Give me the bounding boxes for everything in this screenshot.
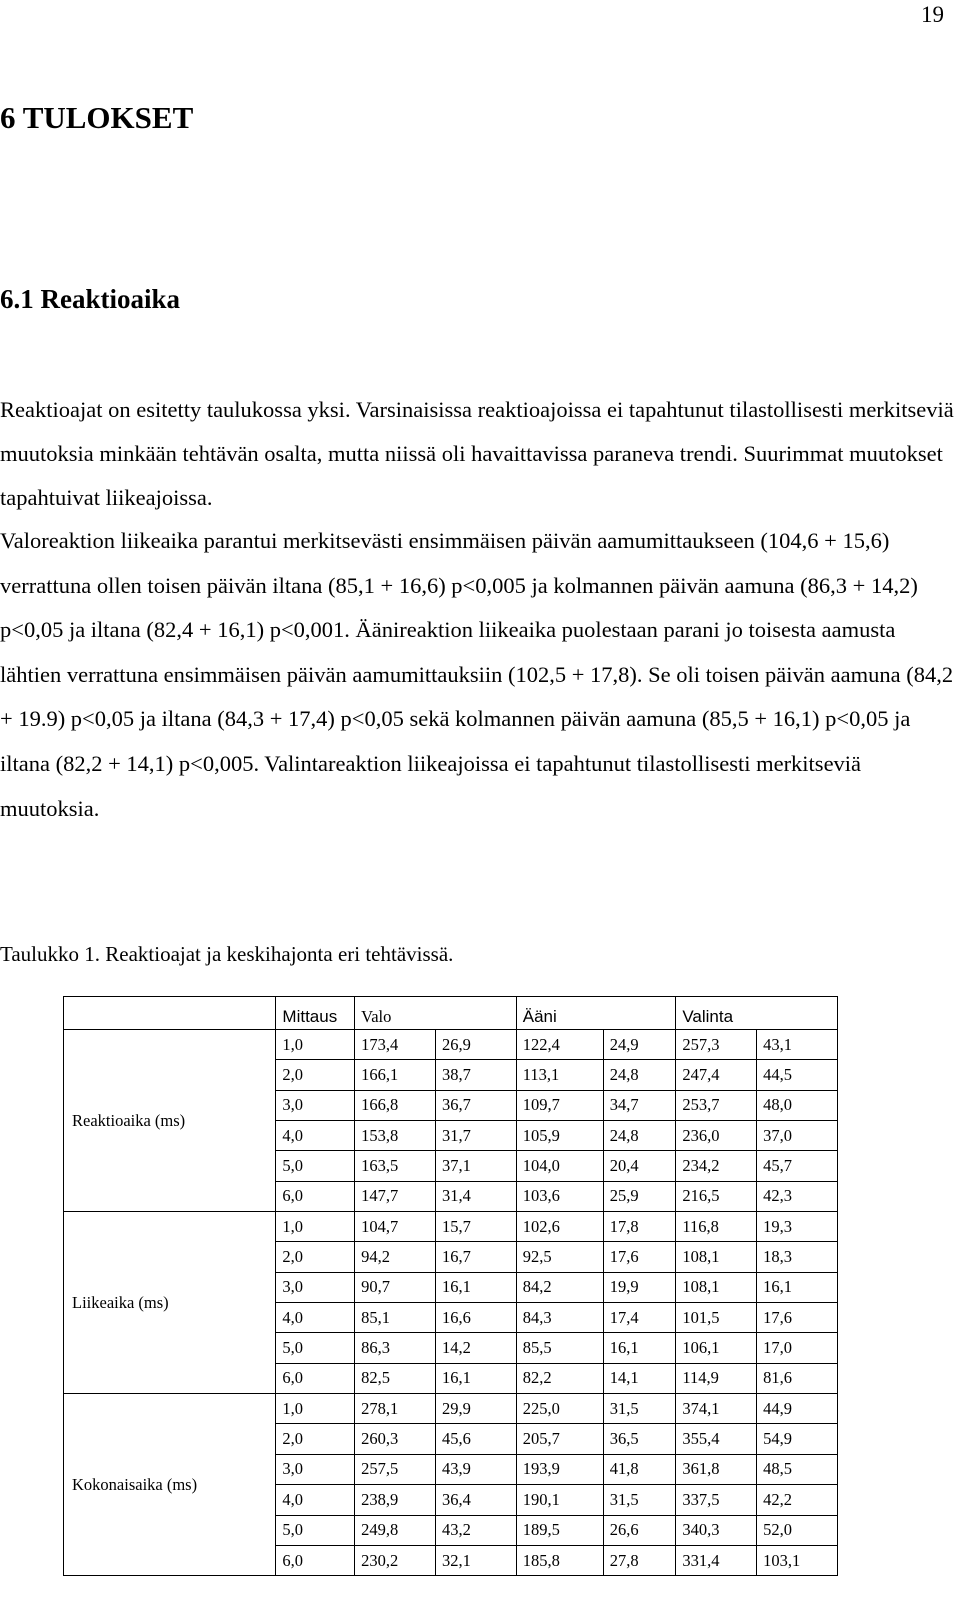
cell-light-mean: 230,2: [355, 1545, 436, 1575]
cell-light-sd: 45,6: [435, 1424, 516, 1454]
cell-light-mean: 166,1: [355, 1060, 436, 1090]
cell-light-sd: 43,9: [435, 1454, 516, 1484]
cell-light-sd: 16,6: [435, 1303, 516, 1333]
table-row: [64, 1394, 838, 1424]
cell-light-mean: 153,8: [355, 1121, 436, 1151]
cell-choice-sd: 17,6: [757, 1303, 838, 1333]
cell-sound-sd: 27,8: [603, 1545, 676, 1575]
cell-sound-sd: 24,8: [603, 1060, 676, 1090]
cell-choice-sd: 52,0: [757, 1515, 838, 1545]
cell-choice-sd: 103,1: [757, 1545, 838, 1575]
cell-choice-mean: 106,1: [676, 1333, 757, 1363]
cell-choice-mean: 114,9: [676, 1363, 757, 1393]
cell-sound-mean: 193,9: [516, 1454, 603, 1484]
cell-sound-mean: 103,6: [516, 1181, 603, 1211]
table-row: [64, 1212, 838, 1242]
cell-light-mean: 85,1: [355, 1303, 436, 1333]
cell-choice-sd: 18,3: [757, 1242, 838, 1272]
cell-sound-sd: 31,5: [603, 1485, 676, 1515]
cell-light-sd: 16,7: [435, 1242, 516, 1272]
cell-sound-sd: 36,5: [603, 1424, 676, 1454]
cell-choice-sd: 48,5: [757, 1454, 838, 1484]
cell-sound-sd: 31,5: [603, 1394, 676, 1424]
cell-sound-sd: 17,8: [603, 1212, 676, 1242]
cell-measurement: 5,0: [276, 1333, 355, 1363]
cell-measurement: 6,0: [276, 1181, 355, 1211]
cell-measurement: 6,0: [276, 1363, 355, 1393]
cell-sound-sd: 20,4: [603, 1151, 676, 1181]
cell-sound-sd: 24,9: [603, 1030, 676, 1060]
cell-light-sd: 43,2: [435, 1515, 516, 1545]
cell-choice-sd: 44,5: [757, 1060, 838, 1090]
results-table: [63, 996, 838, 1576]
cell-choice-sd: 42,3: [757, 1181, 838, 1211]
cell-light-mean: 147,7: [355, 1181, 436, 1211]
cell-choice-mean: 337,5: [676, 1485, 757, 1515]
cell-sound-sd: 25,9: [603, 1181, 676, 1211]
cell-choice-mean: 361,8: [676, 1454, 757, 1484]
cell-choice-sd: 81,6: [757, 1363, 838, 1393]
cell-light-sd: 31,4: [435, 1181, 516, 1211]
header-empty-cell: [64, 997, 276, 1030]
cell-choice-sd: 43,1: [757, 1030, 838, 1060]
header-measurement: Mittaus: [276, 997, 355, 1030]
cell-choice-mean: 340,3: [676, 1515, 757, 1545]
cell-light-mean: 82,5: [355, 1363, 436, 1393]
cell-light-mean: 238,9: [355, 1485, 436, 1515]
cell-measurement: 4,0: [276, 1303, 355, 1333]
cell-light-sd: 26,9: [435, 1030, 516, 1060]
cell-choice-sd: 42,2: [757, 1485, 838, 1515]
cell-light-mean: 173,4: [355, 1030, 436, 1060]
paragraph-movement-time: Valoreaktion liikeaika parantui merkitsevästi ensimmäisen päivän aamumittaukseen (104,6 + 15,6) verrattuna ollen toisen päivän iltana (85,1 + 16,6) p<0,005 ja kolmannen päivän aamuna (86,3 + 14,2) p<0,05 ja iltana (82,4 + 16,1) p<0,001. Äänireaktion liikeaika puolestaan parani jo toisesta aamusta lähtien verrattuna ensimmäisen päivän aamumittauksiin (102,5 + 17,8). Se oli toisen päivän aamuna (84,2 + 19.9) p<0,05 ja iltana (84,3 + 17,4) p<0,05 sekä kolmannen päivän aamuna (85,5 + 16,1) p<0,05 ja iltana (82,2 + 14,1) p<0,005. Valintareaktion liikeajoissa ei tapahtunut tilastollisesti merkitseviä muutoksia.: [0, 528, 954, 821]
cell-sound-sd: 19,9: [603, 1272, 676, 1302]
cell-sound-sd: 34,7: [603, 1090, 676, 1120]
cell-sound-mean: 85,5: [516, 1333, 603, 1363]
cell-light-sd: 37,1: [435, 1151, 516, 1181]
cell-light-mean: 260,3: [355, 1424, 436, 1454]
section-heading: 6.1 Reaktioaika: [0, 284, 181, 314]
cell-choice-mean: 216,5: [676, 1181, 757, 1211]
cell-sound-sd: 16,1: [603, 1333, 676, 1363]
cell-choice-mean: 331,4: [676, 1545, 757, 1575]
cell-measurement: 3,0: [276, 1090, 355, 1120]
header-light: Valo: [355, 997, 517, 1030]
cell-measurement: 1,0: [276, 1212, 355, 1242]
header-choice: Valinta: [676, 997, 838, 1030]
table-row: [64, 1030, 838, 1060]
cell-measurement: 4,0: [276, 1485, 355, 1515]
cell-measurement: 1,0: [276, 1394, 355, 1424]
cell-sound-mean: 113,1: [516, 1060, 603, 1090]
cell-light-mean: 257,5: [355, 1454, 436, 1484]
cell-choice-mean: 236,0: [676, 1121, 757, 1151]
cell-measurement: 1,0: [276, 1030, 355, 1060]
cell-sound-mean: 82,2: [516, 1363, 603, 1393]
cell-sound-mean: 189,5: [516, 1515, 603, 1545]
cell-sound-sd: 14,1: [603, 1363, 676, 1393]
cell-light-sd: 32,1: [435, 1545, 516, 1575]
group-label: Kokonaisaika (ms): [64, 1394, 276, 1576]
cell-sound-mean: 122,4: [516, 1030, 603, 1060]
cell-sound-mean: 109,7: [516, 1090, 603, 1120]
cell-choice-mean: 374,1: [676, 1394, 757, 1424]
cell-light-mean: 166,8: [355, 1090, 436, 1120]
cell-choice-sd: 19,3: [757, 1212, 838, 1242]
cell-measurement: 2,0: [276, 1060, 355, 1090]
cell-light-sd: 31,7: [435, 1121, 516, 1151]
cell-sound-sd: 17,6: [603, 1242, 676, 1272]
cell-choice-mean: 234,2: [676, 1151, 757, 1181]
cell-light-mean: 163,5: [355, 1151, 436, 1181]
cell-sound-mean: 185,8: [516, 1545, 603, 1575]
cell-sound-sd: 24,8: [603, 1121, 676, 1151]
cell-choice-sd: 54,9: [757, 1424, 838, 1454]
table-caption: Taulukko 1. Reaktioajat ja keskihajonta eri tehtävissä.: [0, 942, 454, 966]
cell-sound-mean: 225,0: [516, 1394, 603, 1424]
cell-sound-mean: 102,6: [516, 1212, 603, 1242]
page-number: 19: [921, 2, 944, 27]
paragraph-intro: Reaktioajat on esitetty taulukossa yksi. Varsinaisissa reaktioajoissa ei tapahtunut tilastollisesti merkitseviä muutoksia minkään tehtävän osalta, mutta niissä oli havaittavissa paraneva trendi. Suurimmat muutokset tapahtuivat liikeajoissa.: [0, 397, 954, 510]
cell-sound-mean: 92,5: [516, 1242, 603, 1272]
cell-sound-mean: 190,1: [516, 1485, 603, 1515]
cell-measurement: 3,0: [276, 1272, 355, 1302]
cell-light-sd: 15,7: [435, 1212, 516, 1242]
cell-light-sd: 16,1: [435, 1272, 516, 1302]
cell-light-mean: 104,7: [355, 1212, 436, 1242]
cell-sound-sd: 17,4: [603, 1303, 676, 1333]
cell-sound-sd: 26,6: [603, 1515, 676, 1545]
cell-choice-mean: 108,1: [676, 1242, 757, 1272]
cell-sound-mean: 84,3: [516, 1303, 603, 1333]
cell-light-sd: 38,7: [435, 1060, 516, 1090]
cell-sound-mean: 205,7: [516, 1424, 603, 1454]
cell-light-mean: 86,3: [355, 1333, 436, 1363]
cell-measurement: 3,0: [276, 1454, 355, 1484]
cell-light-mean: 90,7: [355, 1272, 436, 1302]
cell-choice-mean: 247,4: [676, 1060, 757, 1090]
cell-sound-mean: 104,0: [516, 1151, 603, 1181]
cell-light-sd: 14,2: [435, 1333, 516, 1363]
cell-measurement: 5,0: [276, 1515, 355, 1545]
cell-sound-mean: 105,9: [516, 1121, 603, 1151]
cell-measurement: 5,0: [276, 1151, 355, 1181]
cell-choice-mean: 116,8: [676, 1212, 757, 1242]
cell-choice-mean: 108,1: [676, 1272, 757, 1302]
cell-measurement: 6,0: [276, 1545, 355, 1575]
table-header-row: [64, 997, 838, 1030]
cell-choice-mean: 257,3: [676, 1030, 757, 1060]
cell-light-mean: 94,2: [355, 1242, 436, 1272]
cell-choice-sd: 48,0: [757, 1090, 838, 1120]
cell-choice-mean: 101,5: [676, 1303, 757, 1333]
cell-measurement: 2,0: [276, 1242, 355, 1272]
header-sound: Ääni: [516, 997, 676, 1030]
group-label: Liikeaika (ms): [64, 1212, 276, 1394]
cell-choice-mean: 253,7: [676, 1090, 757, 1120]
cell-light-mean: 249,8: [355, 1515, 436, 1545]
cell-light-sd: 36,4: [435, 1485, 516, 1515]
cell-light-sd: 36,7: [435, 1090, 516, 1120]
cell-choice-sd: 45,7: [757, 1151, 838, 1181]
cell-choice-sd: 44,9: [757, 1394, 838, 1424]
cell-measurement: 2,0: [276, 1424, 355, 1454]
cell-light-sd: 16,1: [435, 1363, 516, 1393]
cell-choice-sd: 37,0: [757, 1121, 838, 1151]
cell-choice-sd: 17,0: [757, 1333, 838, 1363]
cell-sound-mean: 84,2: [516, 1272, 603, 1302]
cell-measurement: 4,0: [276, 1121, 355, 1151]
cell-choice-sd: 16,1: [757, 1272, 838, 1302]
group-label: Reaktioaika (ms): [64, 1030, 276, 1212]
cell-light-mean: 278,1: [355, 1394, 436, 1424]
cell-sound-sd: 41,8: [603, 1454, 676, 1484]
cell-choice-mean: 355,4: [676, 1424, 757, 1454]
cell-light-sd: 29,9: [435, 1394, 516, 1424]
chapter-heading: 6 TULOKSET: [0, 100, 194, 135]
